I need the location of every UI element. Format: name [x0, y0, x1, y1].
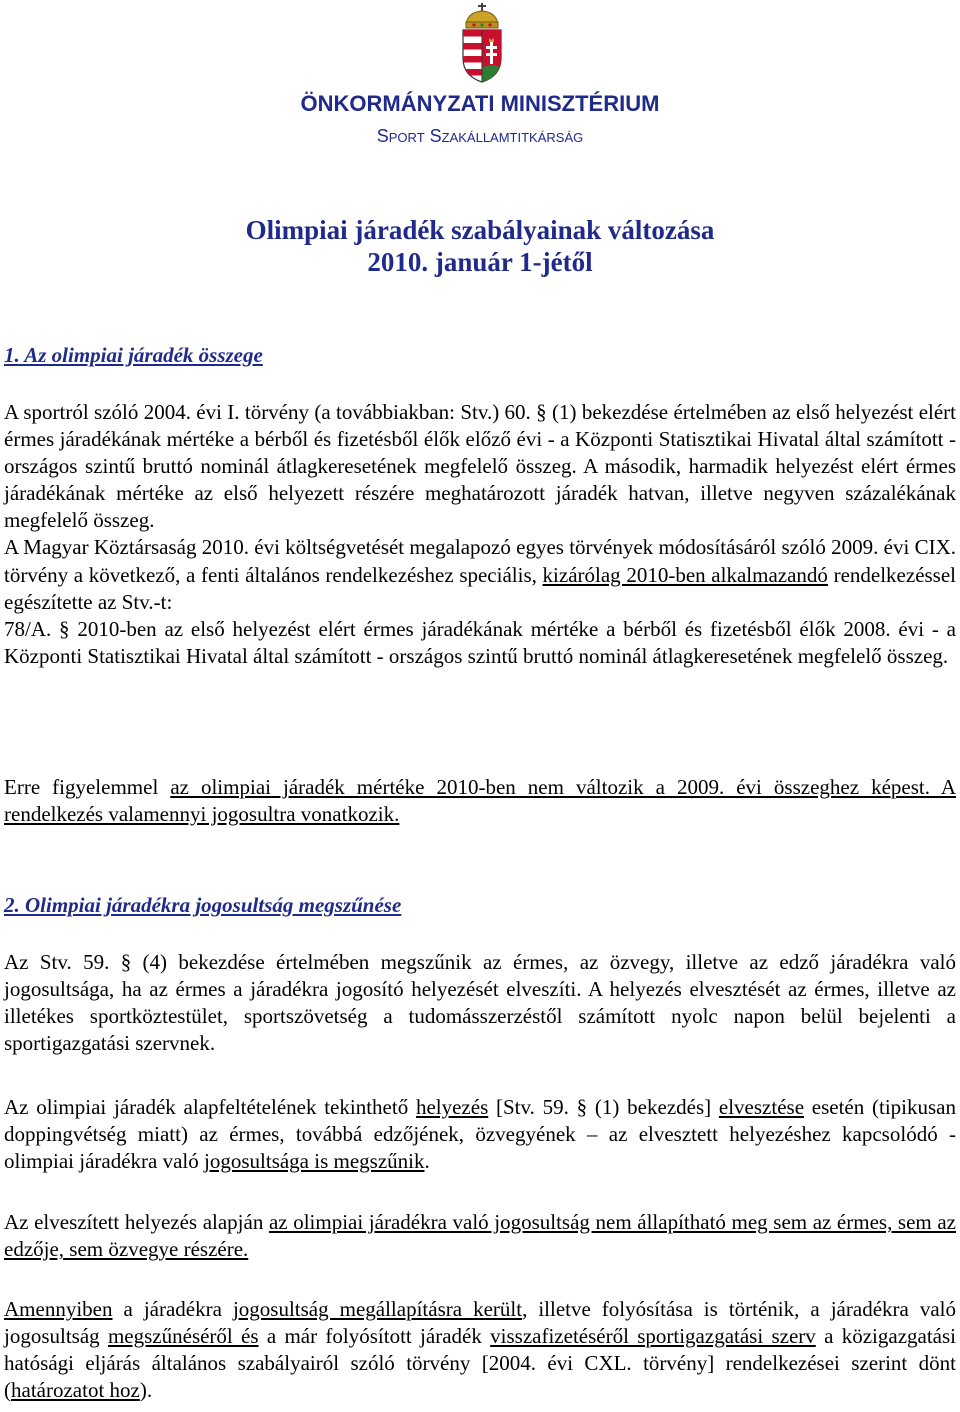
- amendment-outro: rendelkezéssel egészítette az Stv.-t:: [4, 562, 957, 614]
- loss-highlight: elvesztése: [718, 1095, 805, 1119]
- p4-text-b: [Stv. 59. § (1) bekezdés]: [488, 1095, 719, 1119]
- repayment-highlight: visszafizetéséről sportigazgatási szerv: [490, 1324, 816, 1349]
- decision-highlight: határozatot hoz: [11, 1378, 140, 1403]
- paragraph-2-intro: Erre figyelemmel: [4, 775, 171, 799]
- p6-text-e: ).: [139, 1378, 153, 1403]
- paragraph-1-text-b: [4, 534, 956, 615]
- document-title-line-2: 2010. január 1-jétől: [367, 247, 593, 277]
- exclusively-2010-highlight: kizárólag 2010-ben alkalmazandó: [542, 562, 828, 587]
- termination-highlight: megszűnéséről és: [107, 1324, 259, 1349]
- amount-unchanged-highlight: az olimpiai járadék mértéke 2010-ben nem változik a 2009. évi összeghez képest. A rendelkezés valamennyi jogosultra vonatkozik.: [4, 775, 956, 827]
- section-2-paragraph-1: Az Stv. 59. § (4) bekezdése értelmében megszűnik az érmes, az özvegy, illetve az edző járadékra való jogosultsága, ha az érmes a járadékra jogosító helyezését elveszíti. A helyezés elvesztését az érmes, illetve az illetékes sportköztestület, sportszövetség a tudomásszerzéstől számított nyolc napon belül bejelenti a sportigazgatási szervnek.: [4, 950, 956, 1056]
- paragraph-1-text-c: 78/A. § 2010-ben az első helyezést elért érmes járadékának mértéke a bérből és fizetésből élők 2008. évi - a Központi Statisztikai Hivatal által számított - országos szintű bruttó nominál átlagkeresetének megfelelő összeg.: [4, 616, 956, 668]
- p6-text-d: a közigazgatási hatósági eljárás általános szabályairól szóló törvény [2004. évi CXL. törvény] rendelkezései szerint dönt (: [4, 1324, 956, 1403]
- if-highlight: Amennyiben: [4, 1297, 113, 1321]
- section-2-paragraph-3: [4, 1209, 956, 1263]
- department-name: Sport Szakállamtitkárság: [376, 126, 584, 146]
- p4-text-d: .: [424, 1149, 430, 1174]
- document-title-line-1: Olimpiai járadék szabályainak változása: [245, 215, 715, 245]
- amendment-intro: A Magyar Köztársaság 2010. évi költségvetését megalapozó egyes törvények módosításáról szóló 2009. évi CIX. törvény a következő, a fenti általános rendelkezéshez speciális,: [4, 535, 956, 587]
- paragraph-1-text-a: A sportról szóló 2004. évi I. törvény (a továbbiakban: Stv.) 60. § (1) bekezdése értelmében az első helyezést elért érmes járadékának mértéke a bérből és fizetésből élők előző évi - a Központi Statisztikai Hivatal által számított - országos szintű bruttó nominál átlagkeresetének megfelelő összeg. A második, harmadik helyezést elért érmes járadékának mértéke az első helyezett részére meghatározott járadék hatvan, illetve negyven százalékának megfelelő összeg.: [4, 400, 956, 533]
- p6-text-b: , illetve folyósítása is történik, a járadékra való jogosultság: [4, 1297, 956, 1349]
- shield: [463, 30, 501, 82]
- ministry-name: ÖNKORMÁNYZATI MINISZTÉRIUM: [300, 91, 660, 116]
- section-2-paragraph-4: [4, 1296, 956, 1404]
- placement-highlight: helyezés: [415, 1095, 489, 1119]
- entitlement-established-highlight: jogosultság megállapításra került: [232, 1297, 523, 1321]
- hungarian-coat-of-arms-icon: [458, 2, 506, 84]
- section-1-paragraph-2: [4, 774, 956, 828]
- p4-text-a: Az olimpiai járadék alapfeltételének tekinthető: [4, 1095, 416, 1119]
- p6-text-a: a járadékra: [112, 1297, 233, 1321]
- p5-text-a: Az elveszített helyezés alapján: [4, 1210, 269, 1234]
- holy-crown: [466, 3, 498, 28]
- not-established-highlight: az olimpiai járadékra való jogosultság nem állapítható meg sem az érmes, sem az edzője, sem özvegye részére.: [4, 1210, 956, 1262]
- section-1-paragraph-1: [4, 399, 956, 670]
- p4-text-c: esetén (tipikusan doppingvétség miatt) az érmes, továbbá edzőjének, özvegyének – az elvesztett helyezéshez kapcsolódó - olimpiai járadékra való: [4, 1095, 956, 1174]
- section-1-heading: 1. Az olimpiai járadék összege: [4, 343, 263, 367]
- section-2-heading: 2. Olimpiai járadékra jogosultság megszűnése: [4, 893, 402, 917]
- p6-text-c: a már folyósított járadék: [258, 1324, 491, 1349]
- entitlement-ends-highlight: jogosultsága is megszűnik: [204, 1149, 425, 1174]
- section-2-paragraph-2: [4, 1094, 956, 1175]
